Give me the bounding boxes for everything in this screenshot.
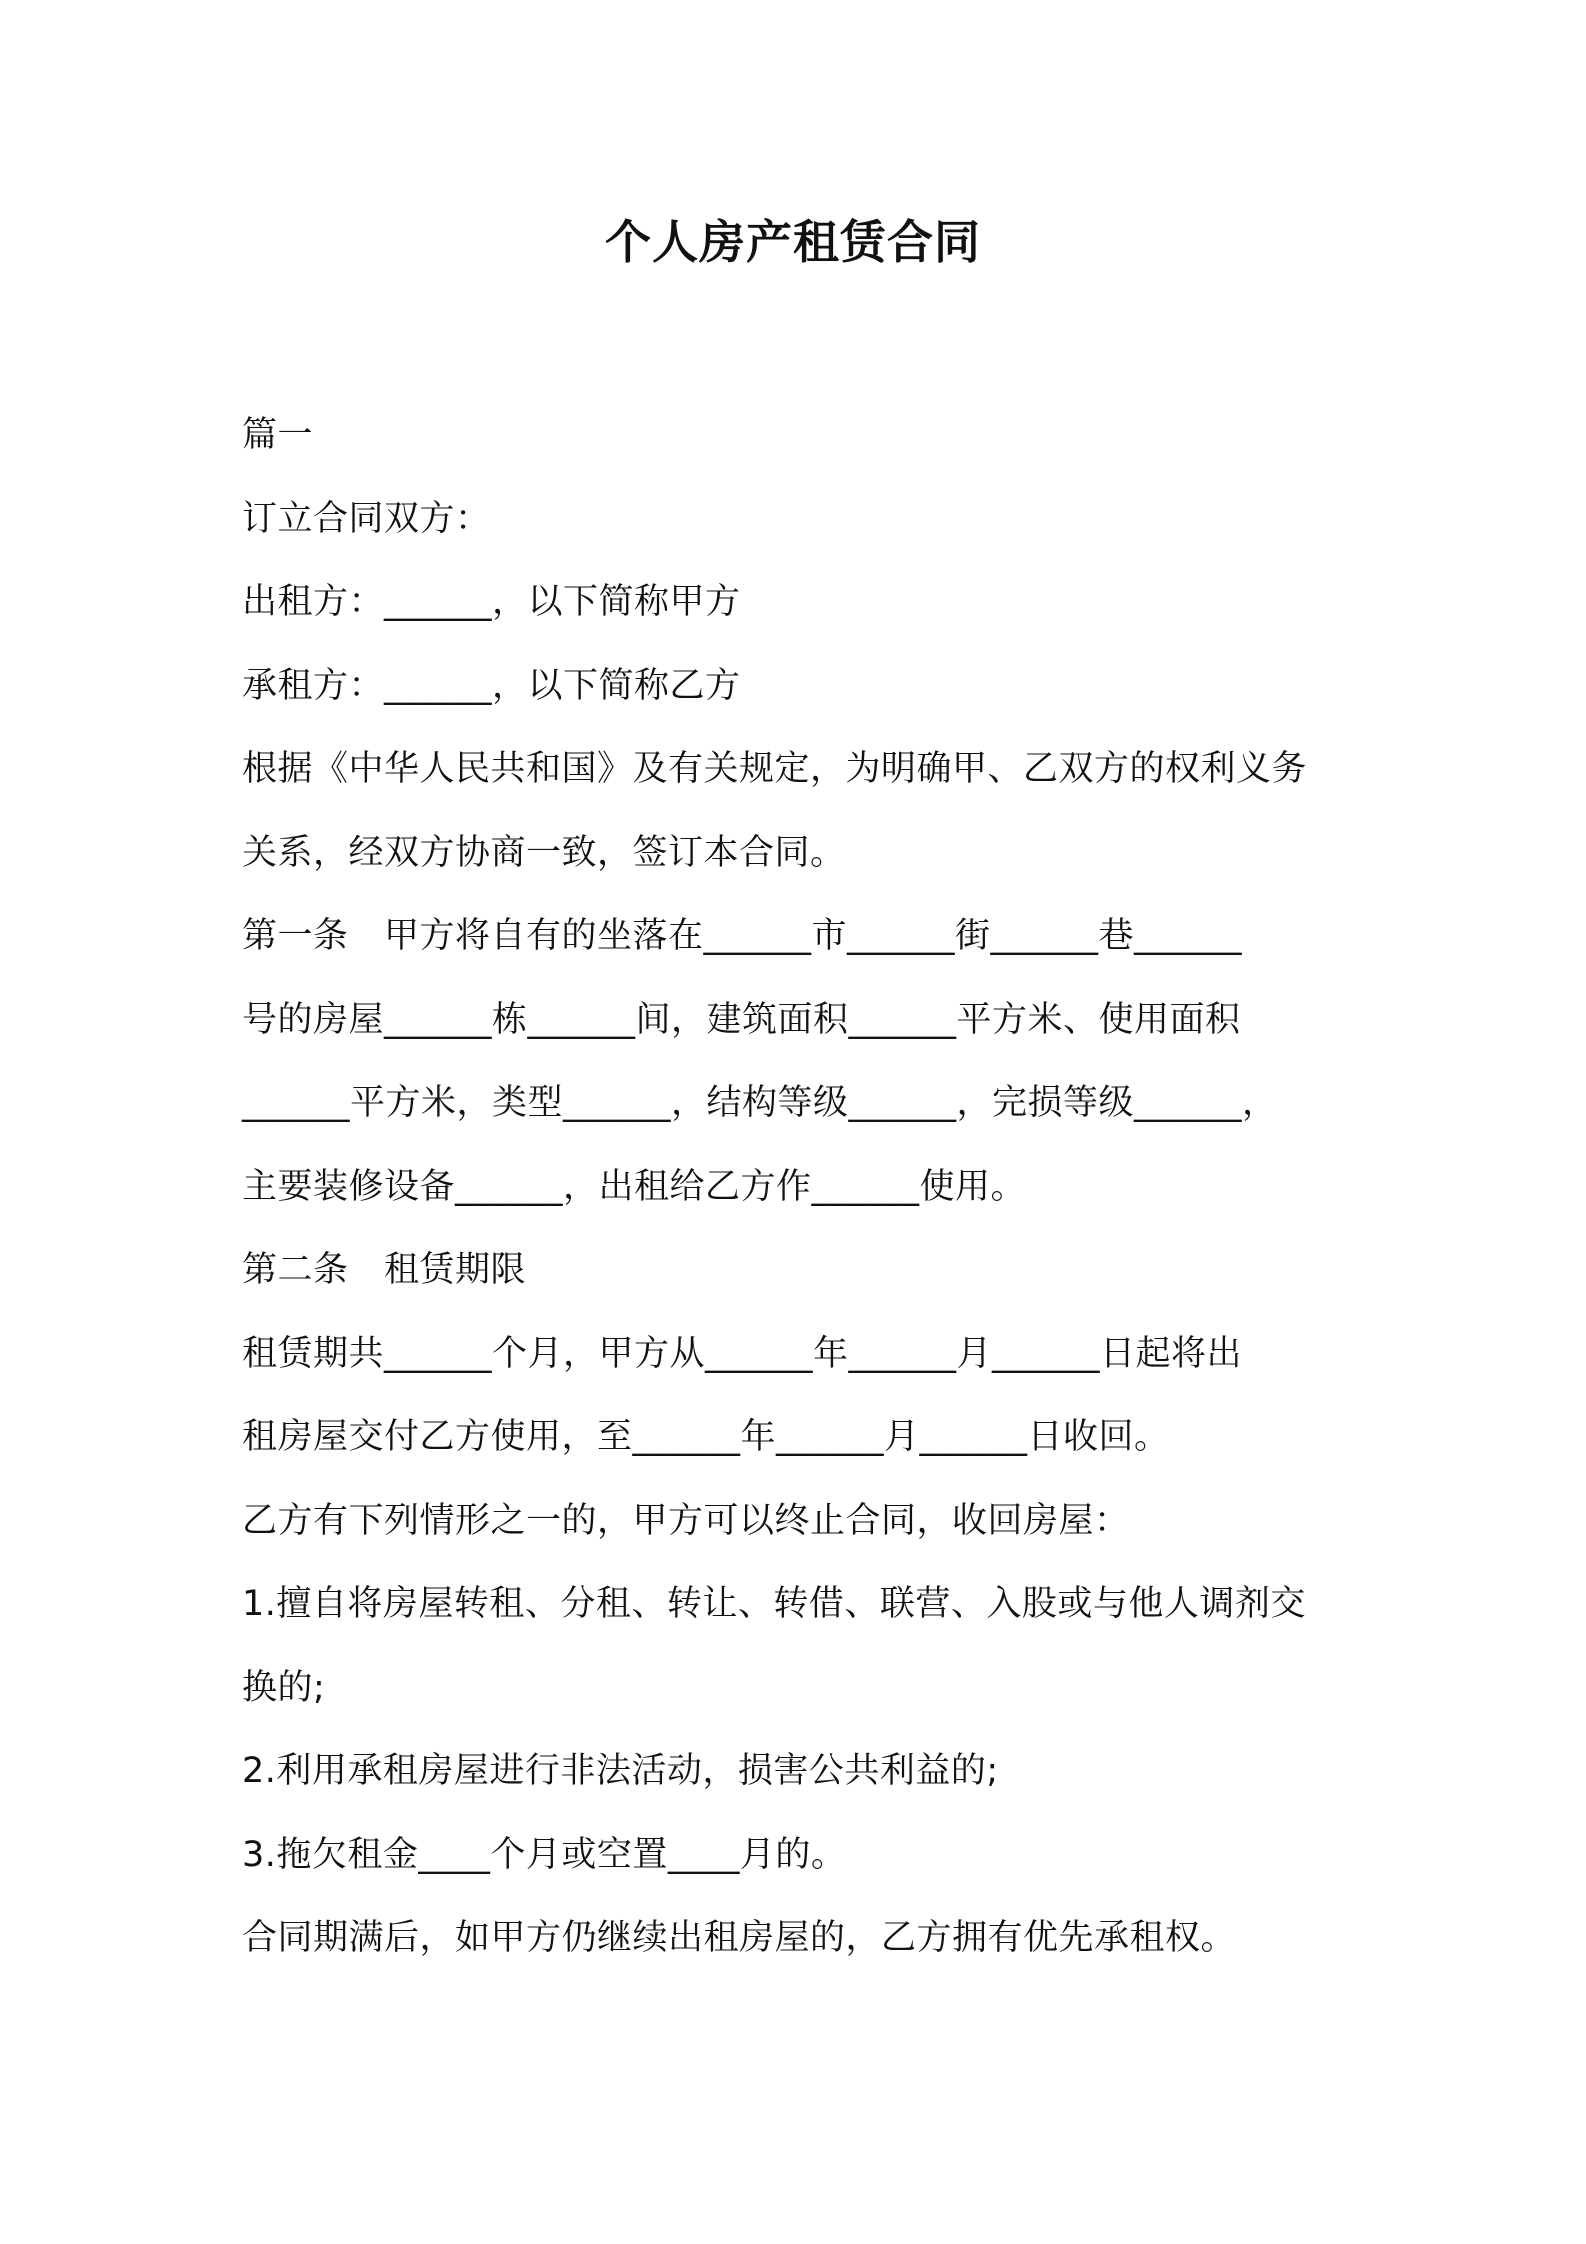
article-line: 第二条 租赁期限 (242, 1250, 527, 1290)
article-line: 第一条 甲方将自有的坐落在______市______街______巷______ (242, 916, 1243, 956)
paragraph-line: 换的; (242, 1667, 326, 1708)
document-body (242, 408, 1392, 1995)
list-item: 1.擅自将房屋转租、分租、转让、转借、联营、入股或与他人调剂交 (242, 1584, 1306, 1624)
document-title: 个人房产租赁合同 (605, 215, 981, 269)
paragraph-line: 租赁期共______个月，甲方从______年______月______日起将出 (242, 1333, 1243, 1374)
paragraph-line: 关系，经双方协商一致，签订本合同。 (242, 832, 846, 873)
paragraph-line: 乙方有下列情形之一的，甲方可以终止合同，收回房屋： (242, 1500, 1130, 1541)
list-item: 3.拖欠租金____个月或空置____月的。 (242, 1834, 847, 1875)
list-item: 2.利用承租房屋进行非法活动，损害公共利益的; (242, 1751, 999, 1791)
paragraph-line: 出租方：______，以下简称甲方 (242, 582, 741, 622)
paragraph-line: 订立合同双方： (242, 498, 491, 539)
paragraph-line: ______平方米，类型______，结构等级______，完损等级______， (242, 1083, 1278, 1123)
paragraph-line: 根据《中华人民共和国》及有关规定，为明确甲、乙双方的权利义务 (242, 749, 1308, 789)
section-heading: 篇一 (242, 415, 314, 455)
paragraph-line: 租房屋交付乙方使用，至______年______月______日收回。 (242, 1417, 1170, 1457)
paragraph-line: 合同期满后，如甲方仍继续出租房屋的，乙方拥有优先承租权。 (242, 1918, 1237, 1958)
paragraph-line: 号的房屋______栋______间，建筑面积______平方米、使用面积 (242, 999, 1241, 1040)
paragraph-line: 主要装修设备______，出租给乙方作______使用。 (242, 1166, 1027, 1207)
paragraph-line: 承租方：______，以下简称乙方 (242, 665, 741, 706)
